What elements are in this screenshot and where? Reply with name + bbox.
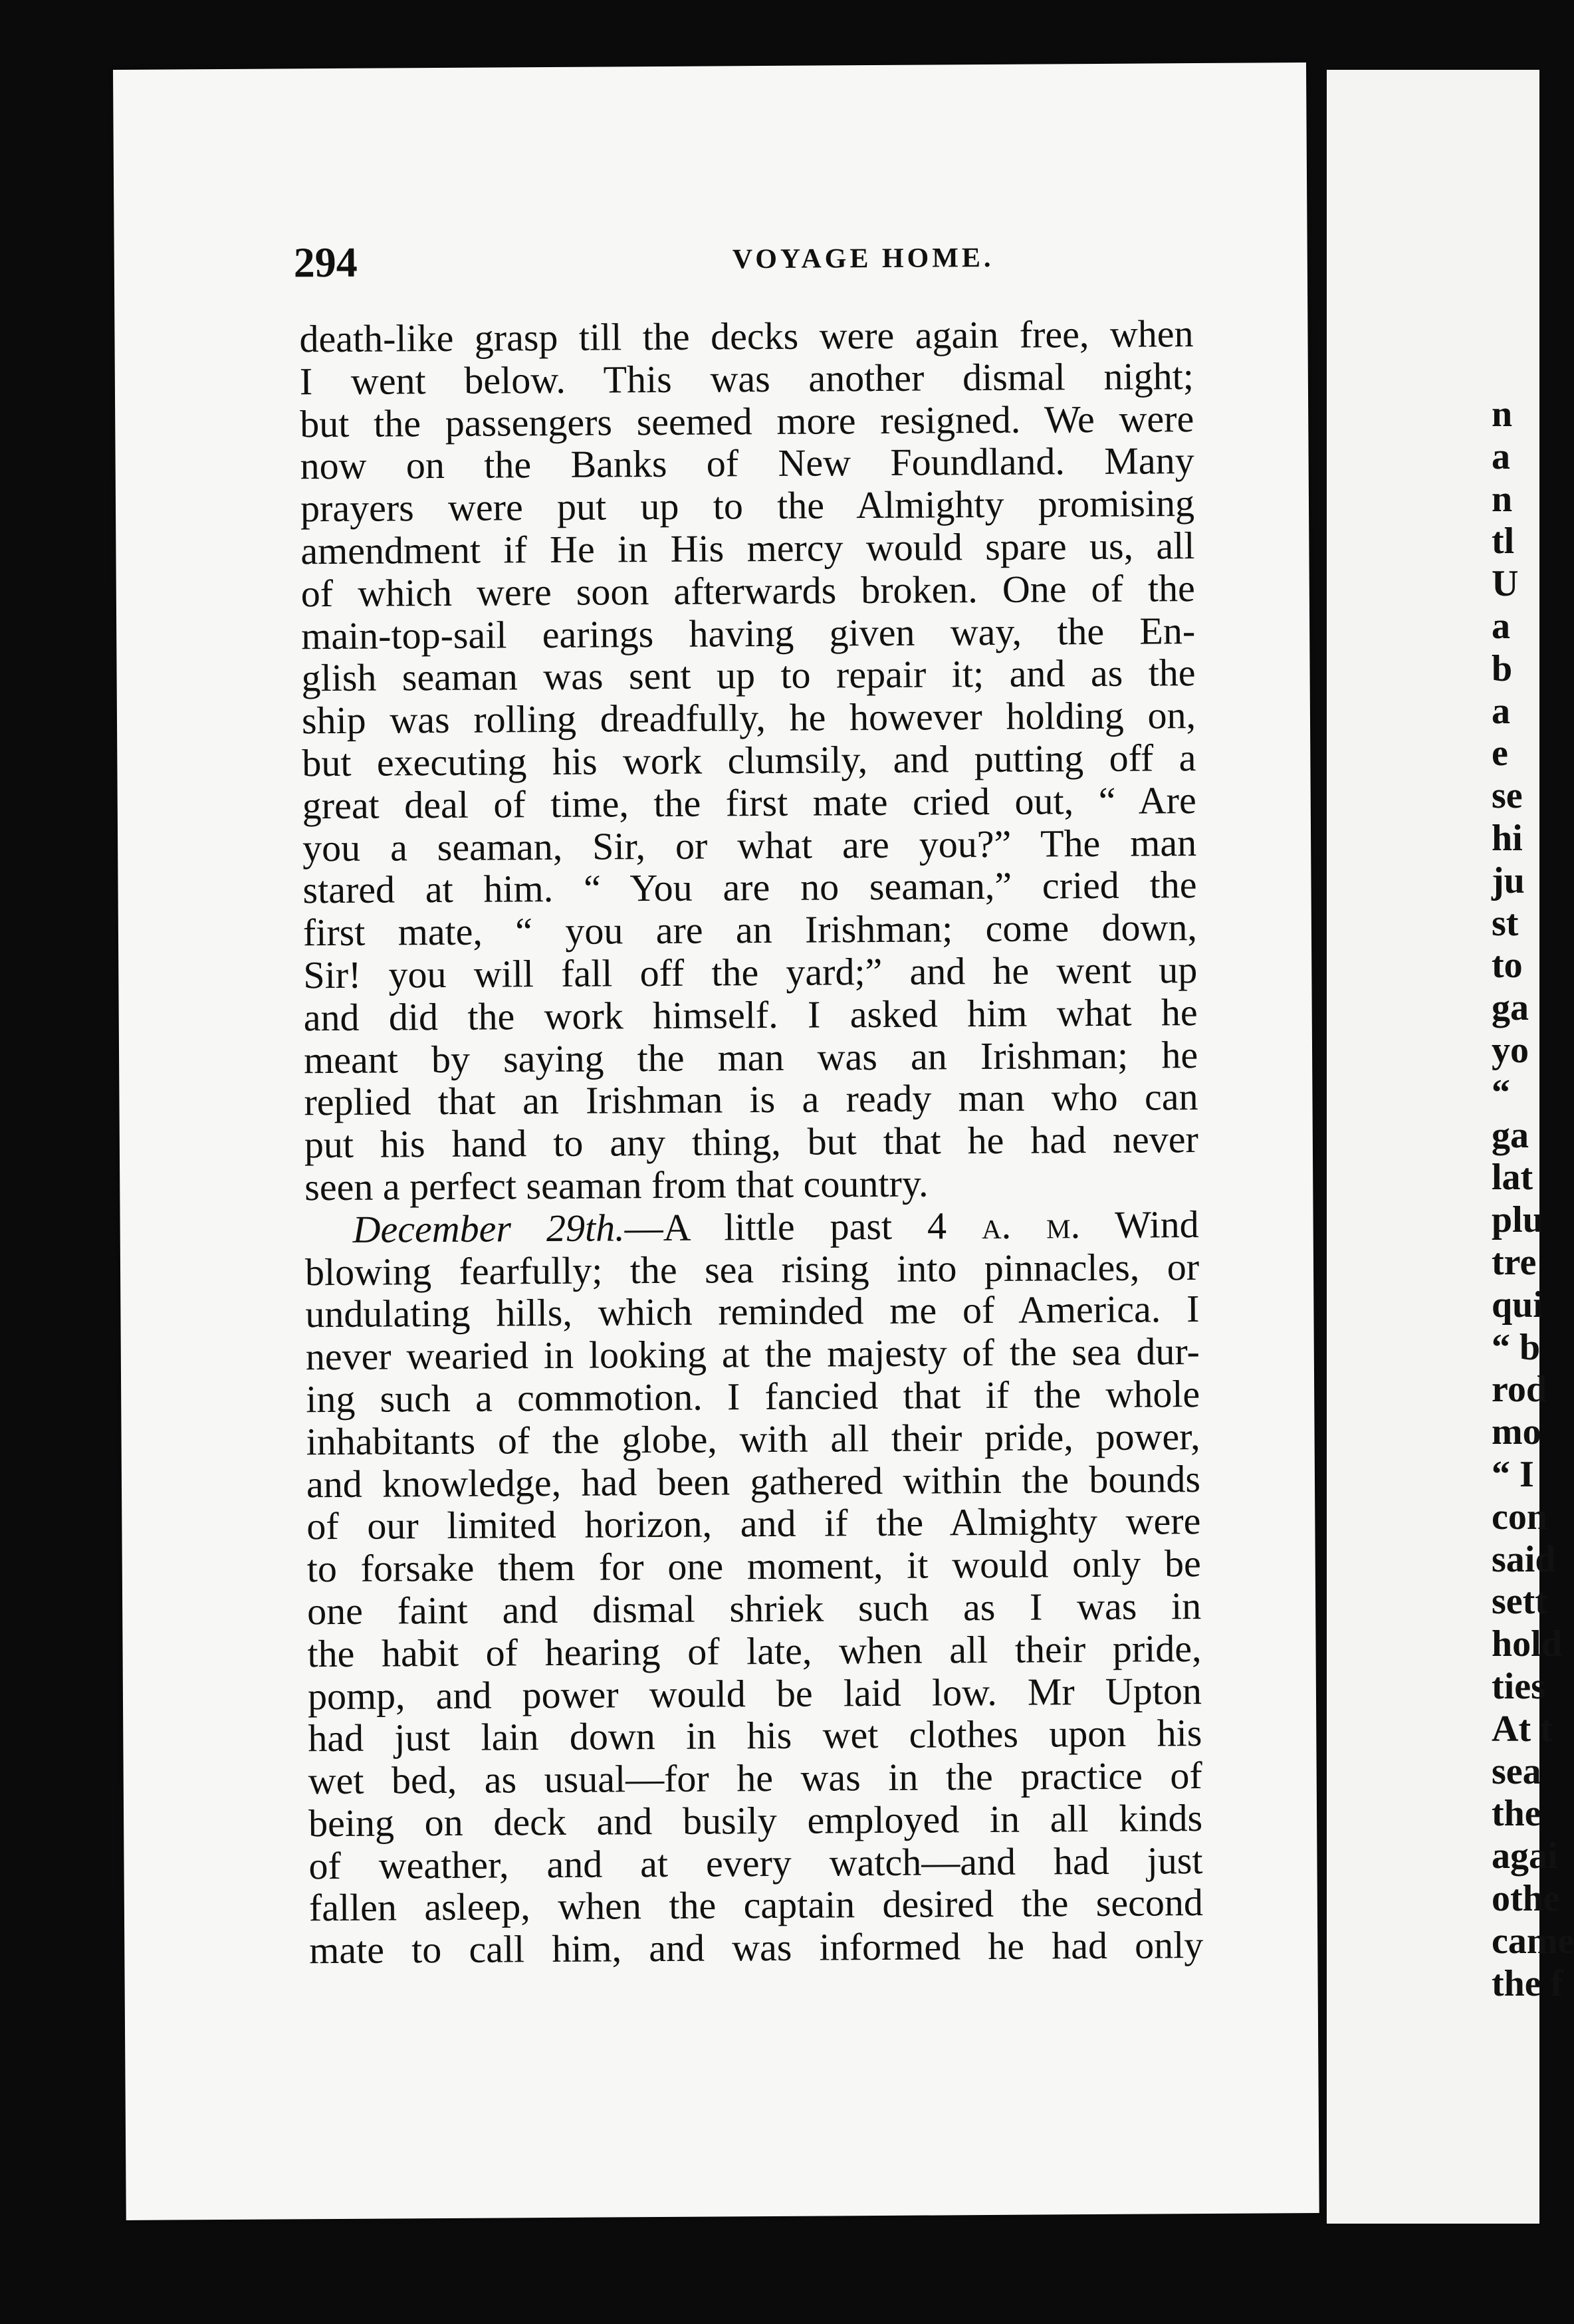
text-line: now on the Banks of New Foundland. Many <box>300 439 1194 488</box>
text-line: Sir! you will fall off the yard;” and he went up <box>303 948 1198 997</box>
facing-page-fragment: sea <box>1492 1750 1541 1792</box>
facing-page-fragment: At t <box>1492 1708 1553 1750</box>
text-line: never wearied in looking at the majesty of the sea dur- <box>305 1330 1200 1379</box>
text-line: I went below. This was another dismal night; <box>299 354 1194 404</box>
facing-page-fragment: said <box>1492 1538 1556 1580</box>
facing-page-fragment: a <box>1492 690 1510 732</box>
facing-page-fragment: hi <box>1492 818 1523 859</box>
text-line: glish seaman was sent up to repair it; and as the <box>301 651 1196 700</box>
facing-page-edge <box>1327 70 1574 2224</box>
text-line: stared at him. “ You are no seaman,” cried the <box>302 863 1197 912</box>
facing-page-fragment: rod <box>1492 1369 1547 1411</box>
text-line: December 29th.—A little past 4 a. m. Wind <box>352 1202 1199 1251</box>
text-line: one faint and dismal shriek such as I was in <box>306 1583 1202 1633</box>
text-line: pomp, and power would be laid low. Mr Upton <box>307 1669 1202 1718</box>
facing-page-fragment: con <box>1492 1496 1547 1538</box>
text-line: you a seaman, Sir, or what are you?” The man <box>302 820 1197 870</box>
text-line: mate to call him, and was informed he had only <box>309 1923 1204 1972</box>
facing-page-fragment: st <box>1492 902 1519 944</box>
text-line: great deal of time, the first mate cried out, “ Are <box>302 778 1196 828</box>
facing-page-fragment: se <box>1492 775 1523 817</box>
text-line: undulating hills, which reminded me of America. I <box>305 1287 1200 1336</box>
paragraph-december-entry <box>304 1203 1203 1972</box>
facing-page-fragment: a <box>1492 606 1510 647</box>
text-line: replied that an Irishman is a ready man who can <box>304 1075 1198 1124</box>
text-line: put his hand to any thing, but that he had never <box>304 1117 1199 1167</box>
text-line: and knowledge, had been gathered within the bounds <box>306 1456 1201 1506</box>
facing-page-fragment: came <box>1492 1920 1574 1962</box>
facing-page-fragment: ga <box>1492 1114 1529 1156</box>
text-line: first mate, “ you are an Irishman; come down, <box>302 905 1198 955</box>
facing-page-fragment: n <box>1492 478 1513 520</box>
facing-page-fragment: ju <box>1492 860 1525 901</box>
text-line: wet bed, as usual—for he was in the practice of <box>308 1754 1202 1803</box>
running-head <box>294 232 1324 291</box>
text-line: blowing fearfully; the sea rising into pinnacles, or <box>304 1244 1200 1294</box>
facing-page-fragment: the <box>1492 1793 1541 1835</box>
facing-page-fragment: “ <box>1492 1072 1510 1113</box>
entry-date: December 29th. <box>352 1206 625 1251</box>
text-line: but executing his work clumsily, and putting off a <box>302 736 1196 785</box>
facing-page-fragment: qui <box>1492 1284 1543 1326</box>
running-head-title: VOYAGE HOME. <box>732 242 994 275</box>
text-line: ship was rolling dreadfully, he however holding on, <box>301 693 1196 743</box>
text-line: of which were soon afterwards broken. One of the <box>300 566 1195 616</box>
text-line: but the passengers seemed more resigned. We were <box>300 396 1194 445</box>
facing-page-fragment: e <box>1492 733 1508 774</box>
facing-page-fragment: ga <box>1492 987 1529 1029</box>
text-line: to forsake them for one moment, it would only be <box>306 1542 1201 1591</box>
text-line: the habit of hearing of late, when all their pride, <box>307 1626 1202 1675</box>
text-line: inhabitants of the globe, with all their pride, power, <box>306 1414 1200 1463</box>
facing-page-fragment: to <box>1492 945 1523 987</box>
paragraph-continuation <box>299 312 1198 1209</box>
text-line: seen a perfect seaman from that country. <box>304 1161 929 1209</box>
body-text <box>299 312 1203 1972</box>
facing-page-fragment: plu <box>1492 1199 1543 1241</box>
facing-page-fragment: tre <box>1492 1242 1537 1283</box>
facing-page-fragment: mo <box>1492 1411 1541 1453</box>
text-line: and did the work himself. I asked him what he <box>303 990 1198 1040</box>
text-line: had just lain down in his wet clothes upon his <box>308 1711 1202 1760</box>
text-line: being on deck and busily employed in all kinds <box>308 1796 1203 1845</box>
facing-page-fragment: a <box>1492 435 1510 477</box>
facing-page-fragment: sett <box>1492 1581 1547 1623</box>
text-line: of our limited horizon, and if the Almighty were <box>306 1499 1201 1548</box>
facing-page-fragment: agai <box>1492 1835 1558 1877</box>
text-line: ing such a commotion. I fancied that if the whole <box>306 1371 1200 1421</box>
facing-page-fragment: yo <box>1492 1030 1529 1071</box>
text-line: main-top-sail earings having given way, the En- <box>301 608 1196 657</box>
facing-page-fragment: ties <box>1492 1666 1545 1707</box>
facing-page-fragment: b <box>1492 647 1513 689</box>
facing-page-fragment: “ I <box>1492 1454 1534 1495</box>
facing-page-fragment: tl <box>1492 521 1515 562</box>
book-page <box>113 62 1319 2220</box>
text-line: death-like grasp till the decks were again free, when <box>299 312 1194 361</box>
facing-page-fragment: “ b <box>1492 1326 1541 1368</box>
facing-page-fragment: U <box>1492 563 1519 605</box>
text-line: meant by saying the man was an Irishman; he <box>303 1032 1198 1082</box>
text-line: amendment if He in His mercy would spare us, all <box>300 524 1195 573</box>
text-line: prayers were put up to the Almighty promising <box>300 481 1195 530</box>
time-abbreviation: a. m. <box>981 1203 1081 1247</box>
text-line: of weather, and at every watch—and had just <box>308 1838 1203 1887</box>
facing-page-fragment: the f <box>1492 1962 1563 2004</box>
facing-page-fragment: n <box>1492 394 1513 435</box>
facing-page-fragment: hold <box>1492 1623 1562 1665</box>
text-line: fallen asleep, when the captain desired the second <box>308 1881 1204 1930</box>
facing-page-fragment: lat <box>1492 1157 1533 1199</box>
page-number: 294 <box>293 238 358 287</box>
facing-page-fragment: othe <box>1492 1878 1560 1919</box>
